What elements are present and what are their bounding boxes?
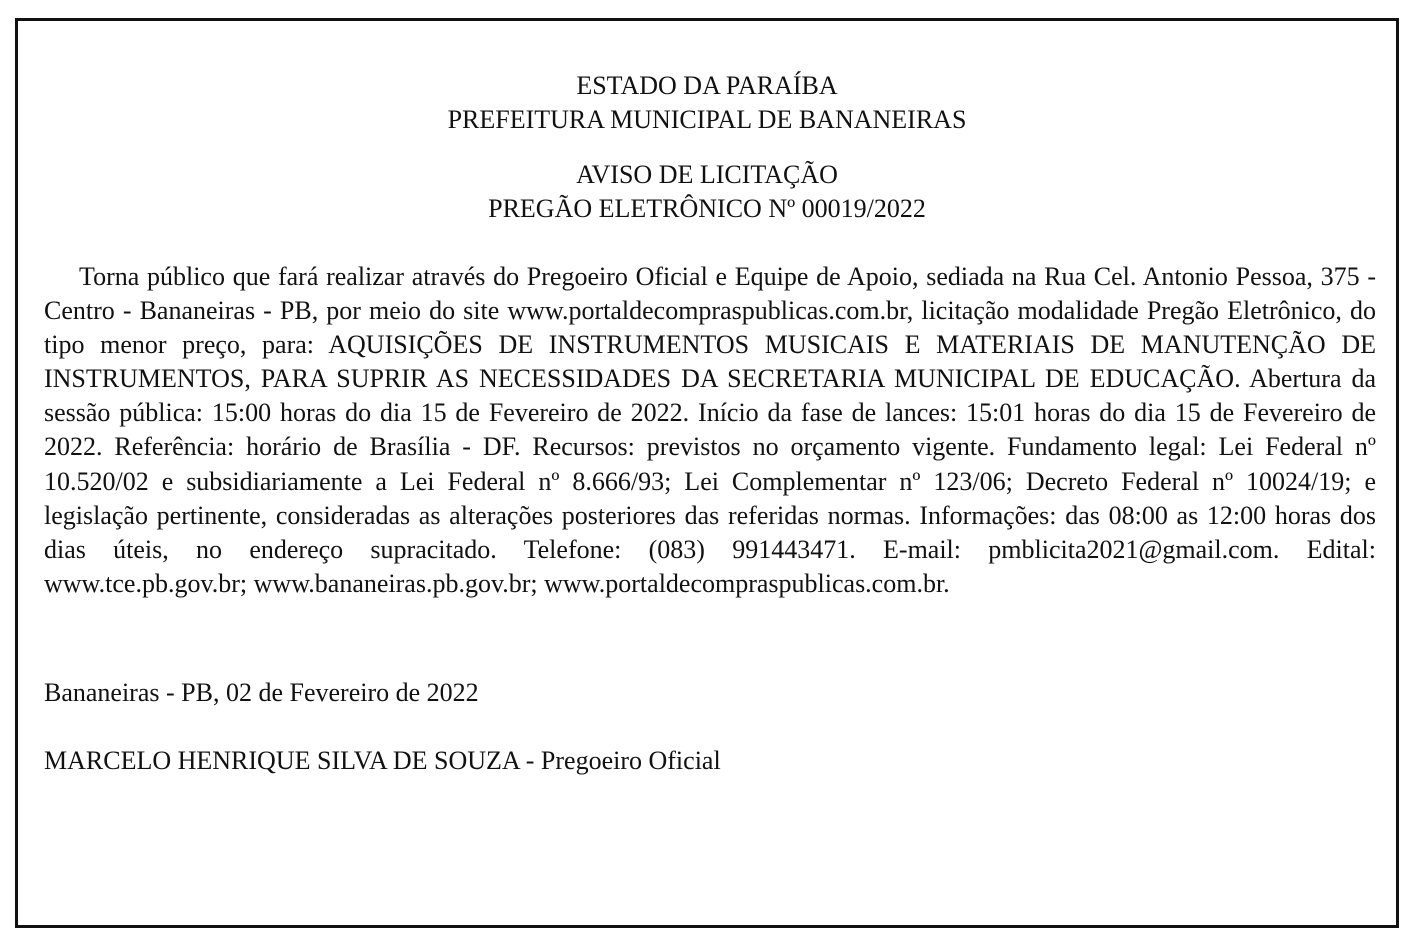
place-date: Bananeiras - PB, 02 de Fevereiro de 2022 xyxy=(44,678,479,707)
notice-frame xyxy=(15,18,1399,928)
notice-number: PREGÃO ELETRÔNICO Nº 00019/2022 xyxy=(488,194,926,223)
municipality-name: PREFEITURA MUNICIPAL DE BANANEIRAS xyxy=(447,105,967,134)
signature-line: MARCELO HENRIQUE SILVA DE SOUZA - Pregoeiro Oficial xyxy=(44,746,721,775)
notice-body: Torna público que fará realizar através do Pregoeiro Oficial e Equipe de Apoio, sediada na Rua Cel. Antonio Pessoa, 375 - Centro - Bananeiras - PB, por meio do site www.portaldecompraspublicas.com.br, licitação modalidade Pregão Eletrônico, do tipo menor preço, para: AQUISIÇÕES DE INSTRUMENTOS MUSICAIS E MATERIAIS DE MANUTENÇÃO DE INSTRUMENTOS, PARA SUPRIR AS NECESSIDADES DA SECRETARIA MUNICIPAL DE EDUCAÇÃO. Abertura da sessão pública: 15:00 horas do dia 15 de Fevereiro de 2022. Início da fase de lances: 15:01 horas do dia 15 de Fevereiro de 2022. Referência: horário de Brasília - DF. Recursos: previstos no orçamento vigente. Fundamento legal: Lei Federal nº 10.520/02 e subsidiariamente a Lei Federal nº 8.666/93; Lei Complementar nº 123/06; Decreto Federal nº 10024/19; e legislação pertinente, consideradas as alterações posteriores das referidas normas. Informações: das 08:00 as 12:00 horas dos dias úteis, no endereço supracitado. Telefone: (083) 991443471. E-mail: pmblicita2021@gmail.com. Edital: www.tce.pb.gov.br; www.bananeiras.pb.gov.br; www.portaldecompraspublicas.com.br. xyxy=(44,262,1376,598)
header-organization xyxy=(18,69,1396,137)
notice-title: AVISO DE LICITAÇÃO xyxy=(576,160,838,189)
state-name: ESTADO DA PARAÍBA xyxy=(576,71,838,100)
header-notice xyxy=(18,158,1396,226)
